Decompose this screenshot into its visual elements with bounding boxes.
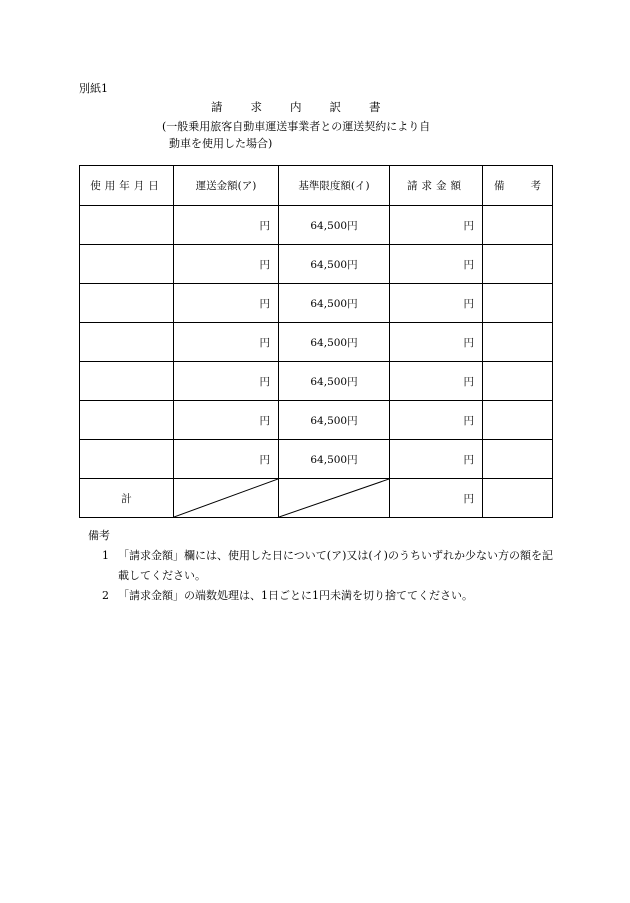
total-limit-struck <box>279 479 390 518</box>
total-row <box>80 479 553 518</box>
cell-date <box>80 245 174 284</box>
cell-date <box>80 284 174 323</box>
cell-claim: 円 <box>390 401 483 440</box>
header-claim: 請求金額 <box>390 166 483 206</box>
cell-date <box>80 401 174 440</box>
total-fare-struck <box>174 479 279 518</box>
cell-limit: 64,500円 <box>279 440 390 479</box>
cell-claim: 円 <box>390 440 483 479</box>
total-label: 計 <box>80 479 174 518</box>
remarks-section <box>88 526 558 606</box>
cell-date <box>80 440 174 479</box>
cell-fare: 円 <box>174 401 279 440</box>
remark-item <box>88 586 558 606</box>
cell-fare: 円 <box>174 323 279 362</box>
breakdown-table-wrapper <box>79 165 553 518</box>
cell-claim: 円 <box>390 323 483 362</box>
remark-text: 「請求金額」の端数処理は、1日ごとに1円未満を切り捨ててください。 <box>118 589 473 602</box>
cell-limit: 64,500円 <box>279 245 390 284</box>
table-row <box>80 440 553 479</box>
cell-limit: 64,500円 <box>279 284 390 323</box>
cell-limit: 64,500円 <box>279 323 390 362</box>
remarks-heading: 備考 <box>88 529 110 542</box>
cell-date <box>80 362 174 401</box>
cell-note <box>483 245 553 284</box>
document-subtitle <box>162 118 462 152</box>
table-row <box>80 323 553 362</box>
cell-note <box>483 284 553 323</box>
header-note-char-2: 考 <box>530 180 541 192</box>
cell-note <box>483 401 553 440</box>
header-note <box>483 166 553 206</box>
cell-claim: 円 <box>390 362 483 401</box>
cell-fare: 円 <box>174 440 279 479</box>
diagonal-strike <box>174 479 278 517</box>
cell-limit: 64,500円 <box>279 401 390 440</box>
remark-text: 「請求金額」欄には、使用した日について(ア)又は(イ)のうちいずれか少ない方の額を記載してください。 <box>118 549 553 582</box>
subtitle-line-2: 動車を使用した場合) <box>169 137 273 150</box>
remark-item <box>88 546 558 586</box>
cell-claim: 円 <box>390 245 483 284</box>
breakdown-table <box>79 165 553 518</box>
header-date: 使用年月日 <box>80 166 174 206</box>
cell-note <box>483 440 553 479</box>
total-claim: 円 <box>390 479 483 518</box>
document-title: 請求内訳書 <box>211 100 409 114</box>
cell-fare: 円 <box>174 206 279 245</box>
remark-number: 2 <box>102 589 109 602</box>
cell-limit: 64,500円 <box>279 206 390 245</box>
cell-claim: 円 <box>390 206 483 245</box>
cell-date <box>80 323 174 362</box>
total-note <box>483 479 553 518</box>
table-row <box>80 401 553 440</box>
cell-date <box>80 206 174 245</box>
header-fare: 運送金額(ア) <box>174 166 279 206</box>
table-row <box>80 284 553 323</box>
attachment-label: 別紙1 <box>79 82 108 95</box>
cell-fare: 円 <box>174 362 279 401</box>
cell-note <box>483 206 553 245</box>
cell-claim: 円 <box>390 284 483 323</box>
cell-note <box>483 323 553 362</box>
table-row <box>80 362 553 401</box>
diagonal-strike <box>279 479 389 517</box>
remark-number: 1 <box>102 549 109 562</box>
table-header-row <box>80 166 553 206</box>
cell-limit: 64,500円 <box>279 362 390 401</box>
table-row <box>80 206 553 245</box>
cell-fare: 円 <box>174 245 279 284</box>
cell-fare: 円 <box>174 284 279 323</box>
cell-note <box>483 362 553 401</box>
subtitle-line-1: (一般乗用旅客自動車運送事業者との運送契約により自 <box>162 120 431 133</box>
header-limit: 基準限度額(イ) <box>279 166 390 206</box>
table-row <box>80 245 553 284</box>
header-note-char-1: 備 <box>494 180 505 192</box>
